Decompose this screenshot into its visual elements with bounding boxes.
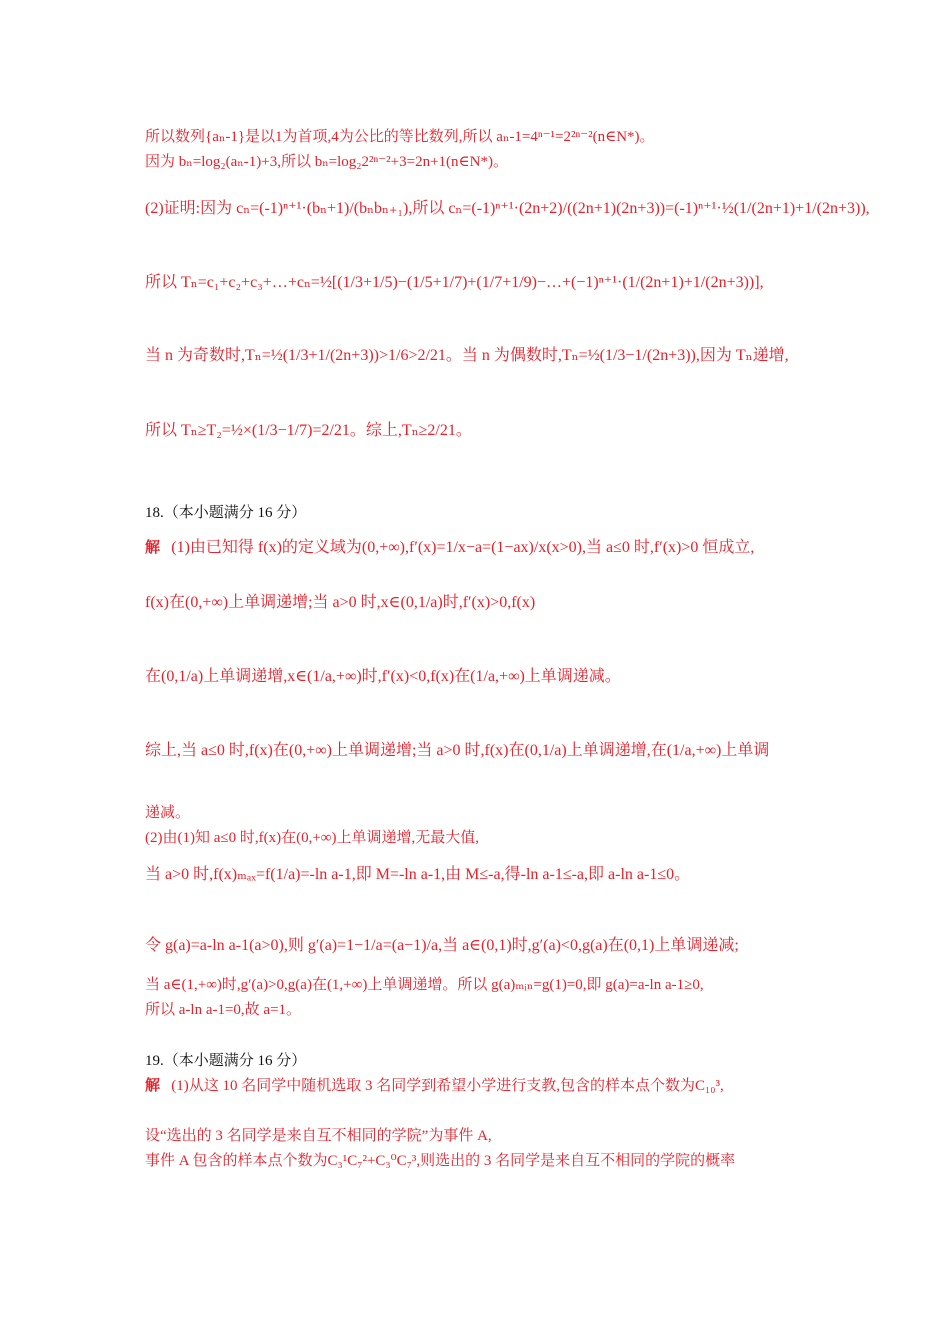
p19-line-1: [145, 1075, 820, 1097]
p18-jie-label: 解: [145, 540, 161, 556]
p19-line-3: 事件 A 包含的样本点个数为C₃¹C₇²+C₃⁰C₇³,则选出的 3 名同学是来自互不相同的学院的概率: [145, 1153, 736, 1169]
p19-line-2: 设“选出的 3 名同学是来自互不相同的学院”为事件 A,: [145, 1128, 492, 1144]
p18-heading: 18.（本小题满分 16 分）: [145, 505, 307, 521]
p17-line-1: 所以数列{aₙ-1}是以1为首项,4为公比的等比数列,所以 aₙ-1=4ⁿ⁻¹=2²ⁿ⁻²(n∈N*)。: [145, 129, 655, 145]
p19-jie-label: 解: [145, 1078, 161, 1094]
p19-heading: 19.（本小题满分 16 分）: [145, 1053, 307, 1069]
p18-line-5: 递减。: [145, 805, 191, 821]
p18-line-7: 当 a>0 时,f(x)ₘₐₓ=f(1/a)=-ln a-1,即 M=-ln a-1,由 M≤-a,得-ln a-1≤-a,即 a-ln a-1≤0。: [145, 866, 691, 883]
p18-line-9: 当 a∈(1,+∞)时,g′(a)>0,g(a)在(1,+∞)上单调递增。所以 g(a)ₘᵢₙ=g(1)=0,即 g(a)=a-ln a-1≥0,: [145, 977, 704, 993]
p17-line-3: (2)证明:因为 cₙ=(-1)ⁿ⁺¹·(bₙ+1)/(bₙbₙ₊₁),所以 cₙ=(-1)ⁿ⁺¹·(2n+2)/((2n+1)(2n+3))=(-1)ⁿ⁺¹·½(1/(2n+1)+1/(2n+3)),: [145, 200, 870, 217]
p18-line-6: (2)由(1)知 a≤0 时,f(x)在(0,+∞)上单调递增,无最大值,: [145, 830, 480, 846]
p17-line-4: 所以 Tₙ=c₁+c₂+c₃+…+cₙ=½[(1/3+1/5)−(1/5+1/7)+(1/7+1/9)−…+(−1)ⁿ⁺¹·(1/(2n+1)+1/(2n+3))],: [145, 274, 764, 291]
p17-line-6: 所以 Tₙ≥T₂=½×(1/3−1/7)=2/21。综上,Tₙ≥2/21。: [145, 422, 472, 439]
p17-line-5: 当 n 为奇数时,Tₙ=½(1/3+1/(2n+3))>1/6>2/21。当 n 为偶数时,Tₙ=½(1/3−1/(2n+3)),因为 Tₙ递增,: [145, 347, 789, 364]
p18-line-8: 令 g(a)=a-ln a-1(a>0),则 g′(a)=1−1/a=(a−1)/a,当 a∈(0,1)时,g′(a)<0,g(a)在(0,1)上单调递减;: [145, 937, 739, 954]
p18-line-3: 在(0,1/a)上单调递增,x∈(1/a,+∞)时,f′(x)<0,f(x)在(1/a,+∞)上单调递减。: [145, 668, 621, 685]
p18-line-2: f(x)在(0,+∞)上单调递增;当 a>0 时,x∈(0,1/a)时,f′(x)>0,f(x): [145, 594, 536, 611]
p17-line-2: 因为 bₙ=log₂(aₙ-1)+3,所以 bₙ=log₂2²ⁿ⁻²+3=2n+1(n∈N*)。: [145, 154, 508, 170]
p18-line-1: [145, 537, 820, 559]
p18-line-1-text: (1)由已知得 f(x)的定义域为(0,+∞),f′(x)=1/x−a=(1−ax)/x(x>0),当 a≤0 时,f′(x)>0 恒成立,: [171, 539, 755, 556]
p18-line-4: 综上,当 a≤0 时,f(x)在(0,+∞)上单调递增;当 a>0 时,f(x)在(0,1/a)上单调递增,在(1/a,+∞)上单调: [145, 742, 770, 759]
p19-line-1-text: (1)从这 10 名同学中随机选取 3 名同学到希望小学进行支教,包含的样本点个数为C₁₀³,: [171, 1078, 724, 1094]
p18-line-10: 所以 a-ln a-1=0,故 a=1。: [145, 1002, 302, 1018]
